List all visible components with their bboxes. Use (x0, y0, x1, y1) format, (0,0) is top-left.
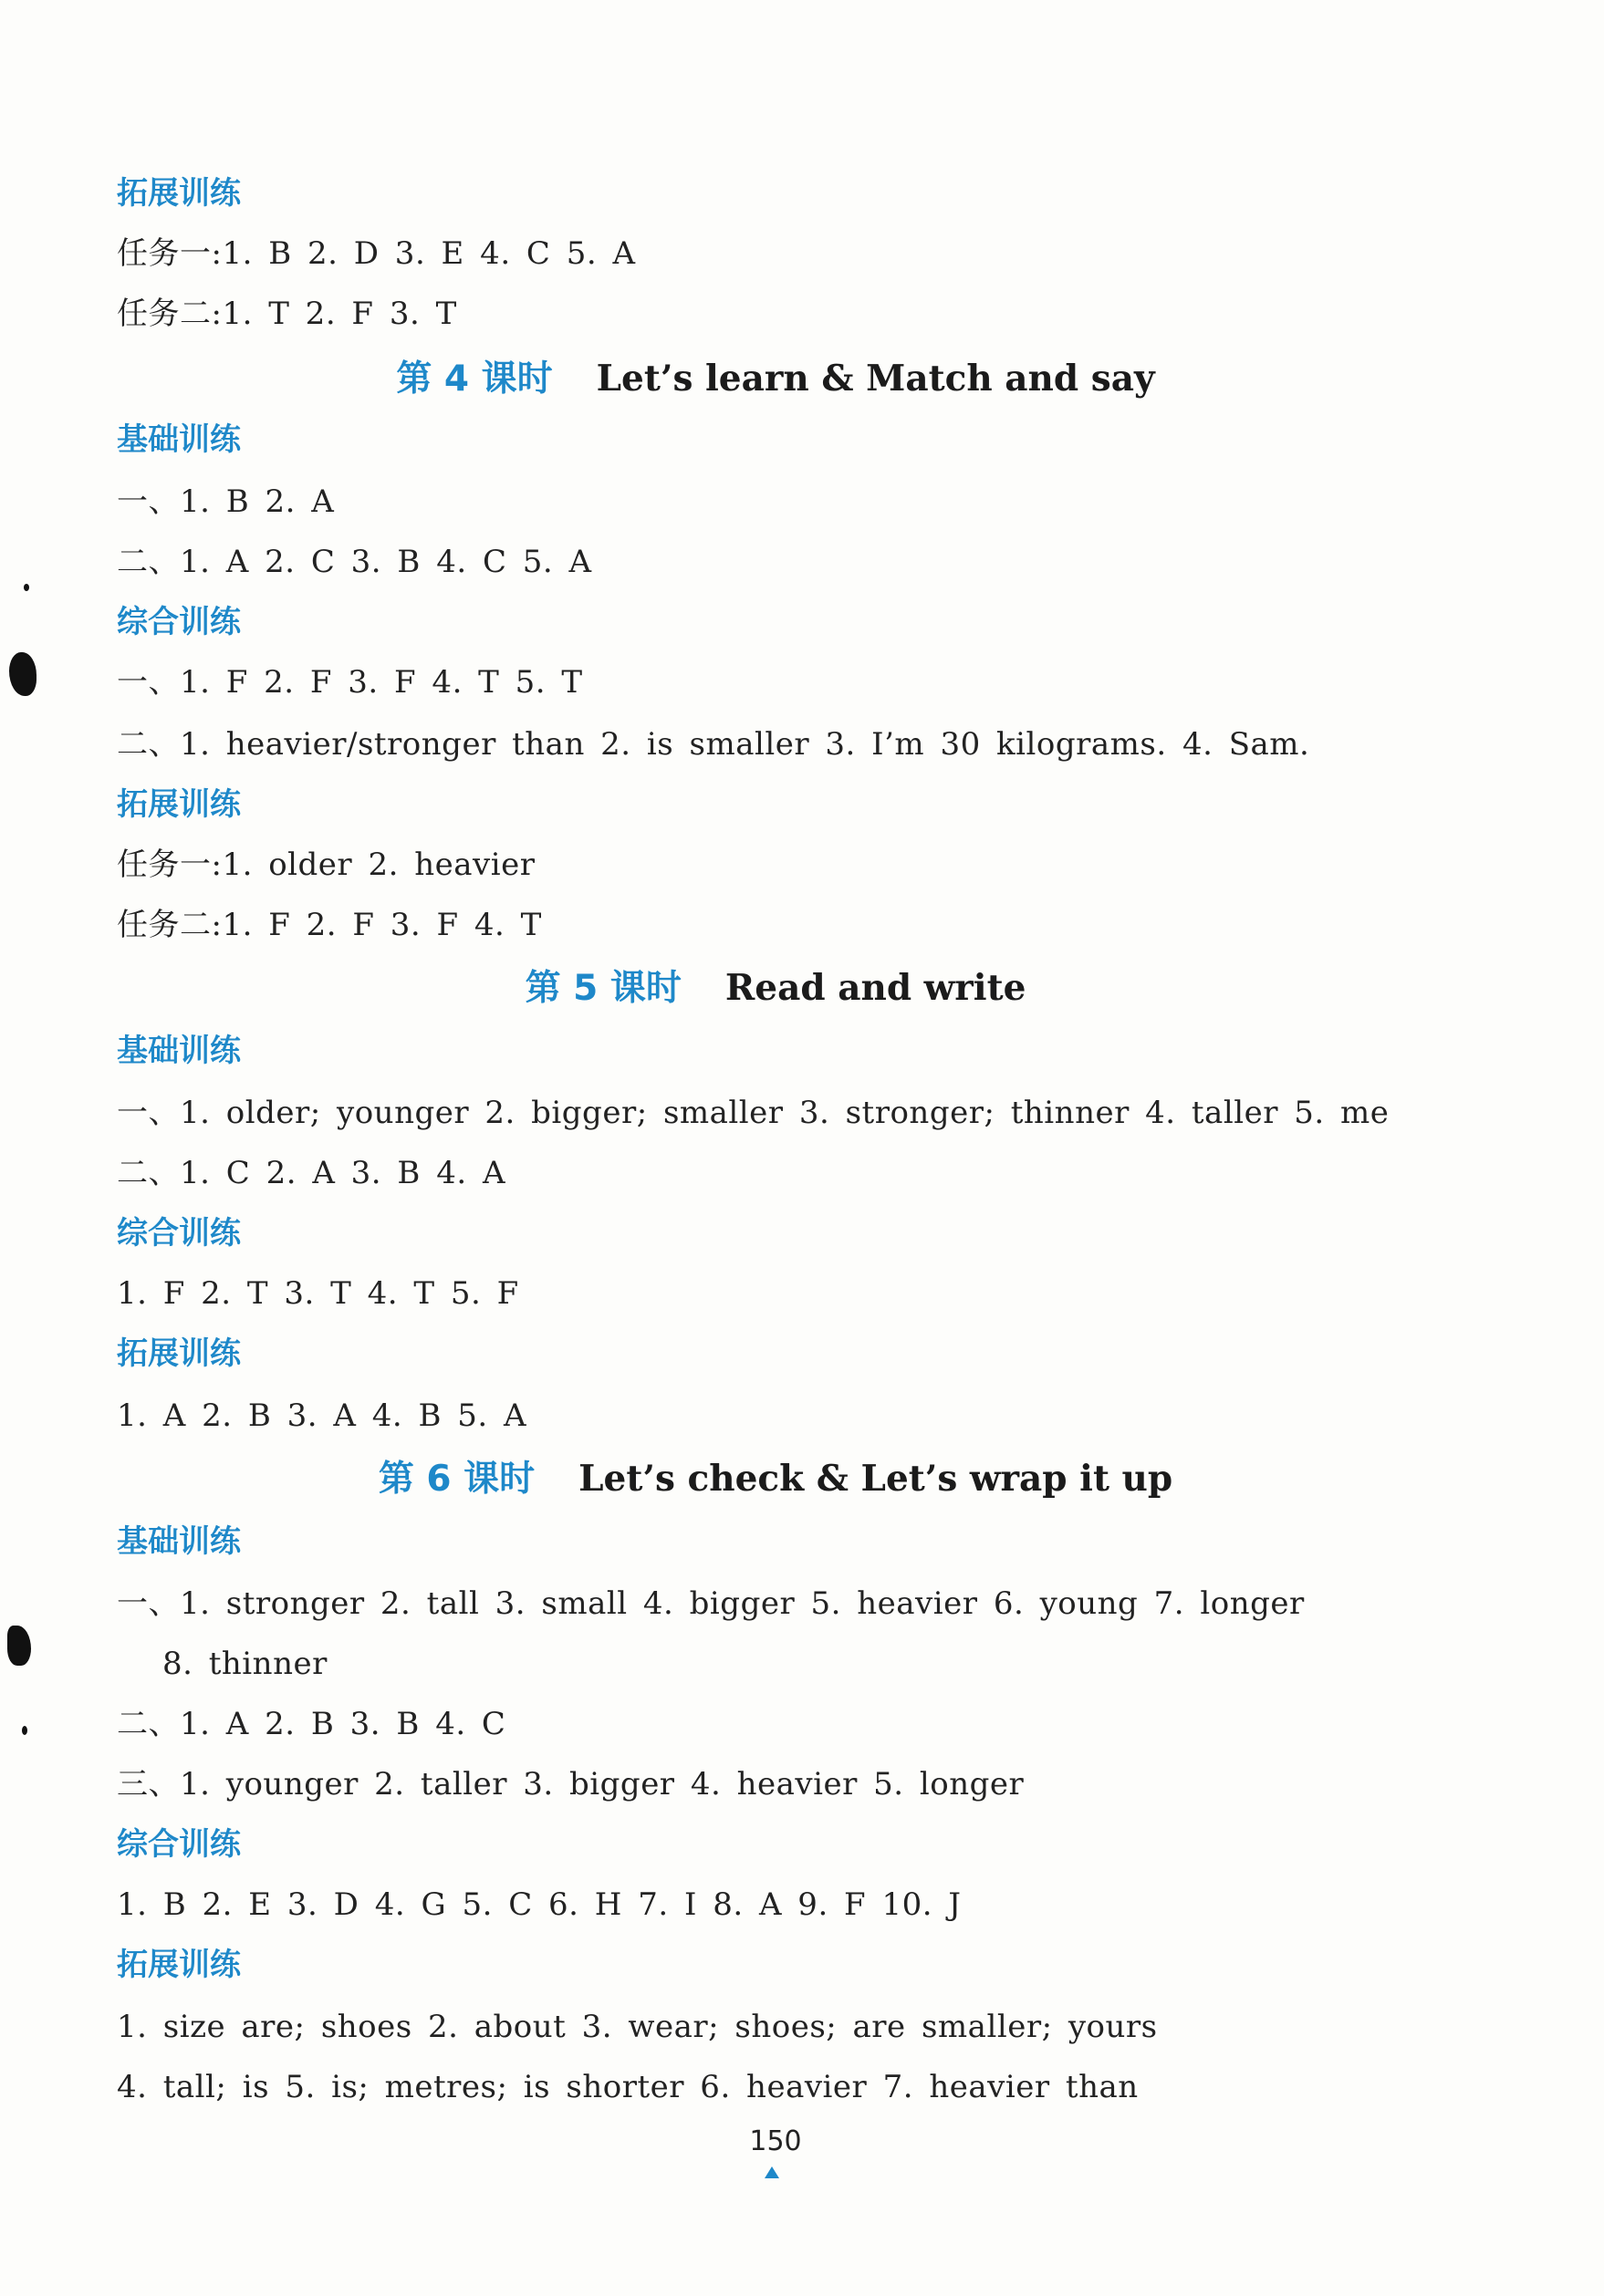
answer-line-continued: 8. thinner (162, 1646, 328, 1682)
answer-line: 三、1. younger 2. taller 3. bigger 4. heavier 5. longer (117, 1766, 1025, 1803)
answer-line: 1. F 2. T 3. T 4. T 5. F (117, 1275, 519, 1312)
lesson-title: Let’s learn & Match and say (596, 358, 1155, 400)
lesson-title: Let’s check & Let’s wrap it up (578, 1458, 1173, 1500)
scan-speck (22, 1726, 27, 1735)
answer-line: 一、1. stronger 2. tall 3. small 4. bigger 5. heavier 6. young 7. longer (117, 1585, 1305, 1622)
section-heading: 基础训练 (117, 1523, 241, 1560)
section-heading: 基础训练 (117, 1033, 241, 1069)
section-heading: 基础训练 (117, 421, 241, 458)
lesson-title: Read and write (724, 967, 1026, 1009)
answer-line: 1. B 2. E 3. D 4. G 5. C 6. H 7. I 8. A 9. F 10. J (117, 1886, 962, 1923)
scan-blot (9, 652, 36, 696)
answer-line: 1. size are; shoes 2. about 3. wear; shoes; are smaller; yours (117, 2009, 1158, 2045)
answer-line: 二、1. C 2. A 3. B 4. A (117, 1155, 506, 1191)
answer-line: 任务一:1. older 2. heavier (117, 847, 536, 883)
answer-line: 二、1. A 2. C 3. B 4. C 5. A (117, 544, 592, 580)
section-heading: 综合训练 (117, 1826, 241, 1863)
answer-line: 一、1. B 2. A (117, 483, 335, 520)
lesson-heading (0, 965, 1551, 1012)
section-heading: 拓展训练 (117, 175, 241, 212)
page-number: 150 (749, 2125, 802, 2157)
lesson-number: 第 6 课时 (378, 1459, 536, 1500)
section-heading: 综合训练 (117, 1215, 241, 1252)
page-marker-icon (765, 2166, 779, 2178)
answer-line: 二、1. heavier/stronger than 2. is smaller 3. I’m 30 kilograms. 4. Sam. (117, 726, 1310, 763)
scan-speck (24, 584, 29, 591)
answer-line: 任务二:1. T 2. F 3. T (117, 296, 457, 332)
lesson-number: 第 5 课时 (525, 968, 682, 1009)
answer-line: 二、1. A 2. B 3. B 4. C (117, 1706, 506, 1742)
section-heading: 拓展训练 (117, 1947, 241, 1983)
section-heading: 拓展训练 (117, 1335, 241, 1372)
section-heading: 拓展训练 (117, 786, 241, 823)
answer-line: 1. A 2. B 3. A 4. B 5. A (117, 1397, 527, 1434)
answer-line: 4. tall; is 5. is; metres; is shorter 6. heavier 7. heavier than (117, 2069, 1139, 2105)
lesson-heading (0, 1456, 1551, 1502)
answer-line: 任务一:1. B 2. D 3. E 4. C 5. A (117, 235, 636, 272)
answer-line: 任务二:1. F 2. F 3. F 4. T (117, 907, 542, 943)
lesson-number: 第 4 课时 (396, 358, 553, 400)
answer-line: 一、1. older; younger 2. bigger; smaller 3. stronger; thinner 4. taller 5. me (117, 1095, 1390, 1131)
scan-blot (7, 1626, 31, 1666)
lesson-heading (0, 356, 1551, 402)
answer-line: 一、1. F 2. F 3. F 4. T 5. T (117, 664, 583, 701)
section-heading: 综合训练 (117, 604, 241, 640)
